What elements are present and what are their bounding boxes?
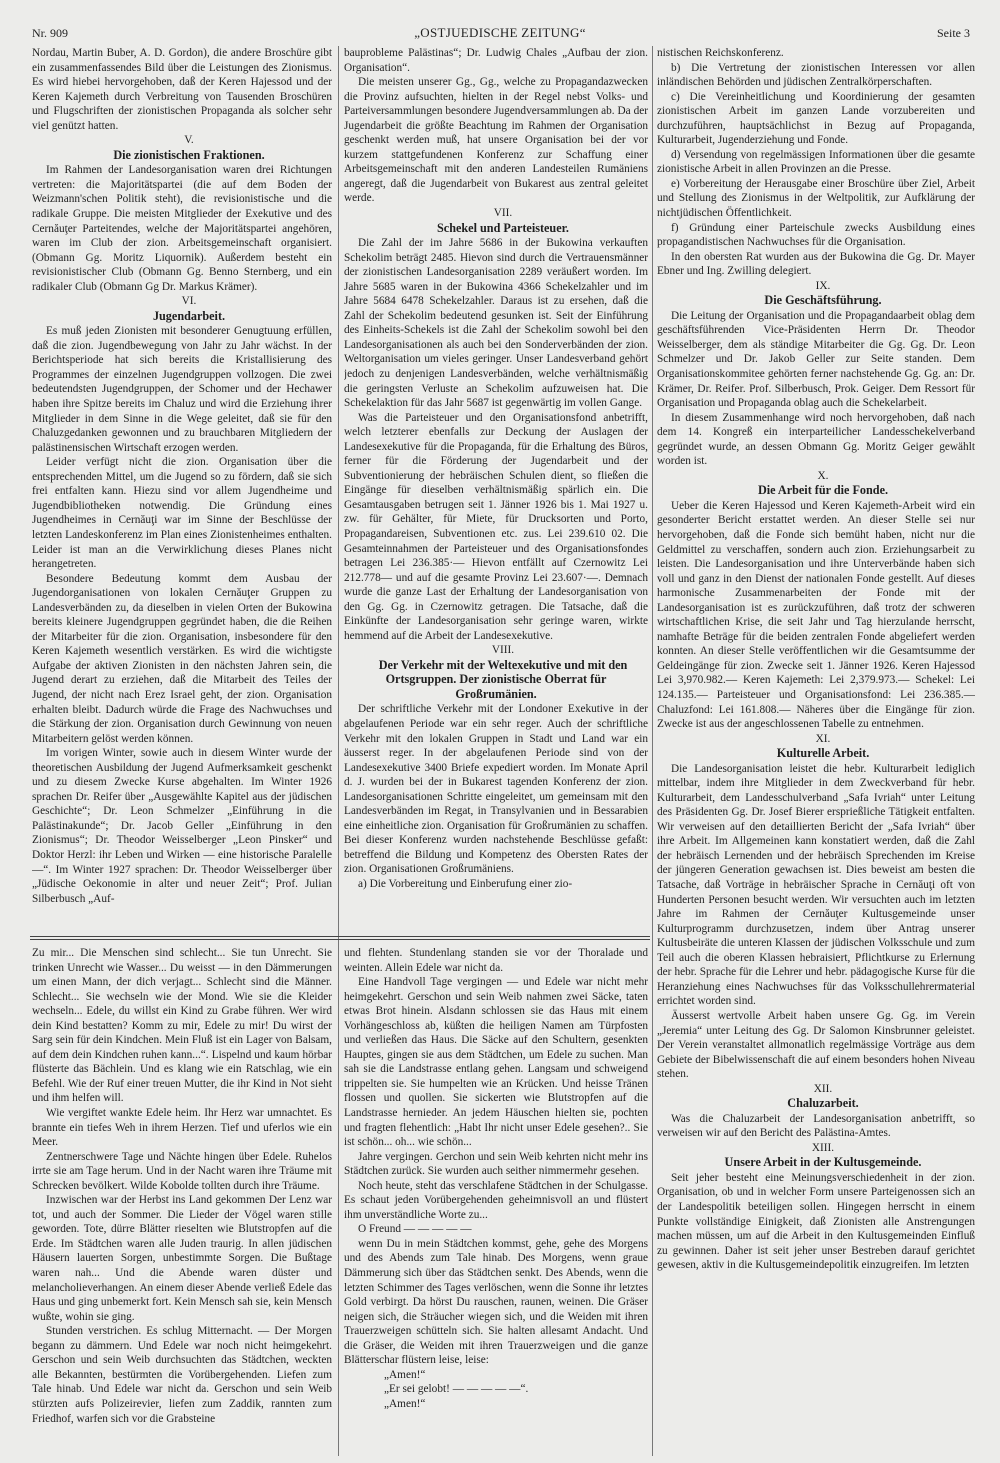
paragraph: Äusserst wertvolle Arbeit haben unsere Gg. Gg. im Verein „Jeremia“ unter Leitung des Gg. Dr Salomon Kinsbrunner geleistet. Der Verein veranstaltet allmonatlich regelmässige Vorträge aus dem Gebiete der Bibelwissenschaft die auf einem besonders hohen Niveau stehen. <box>657 1009 975 1081</box>
paragraph: d) Versendung von regelmässigen Informationen über die gesamte zionistische Arbeit in allen Provinzen an die Presse. <box>657 148 975 176</box>
paragraph: c) Die Vereinheitlichung und Koordinierung der gesamten zionistischen Arbeit im ganzen Lande vorzubereiten und durchzuführen, hauptsächlichst in Bezug auf Propaganda, Kulturarbeit, Jugenderziehung und Fonde. <box>657 90 975 147</box>
section-heading: Chaluzarbeit. <box>787 1096 859 1111</box>
paragraph: Im vorigen Winter, sowie auch in diesem Winter wurde der theoretischen Ausbildung der Jugend Aufmerksamkeit geschenkt und zu diesem Zwecke Kurse abgehalten. Im Winter 1926 sprachen Dr. Reifer über „Ausgewählte Kapitel aus der jüdischen Geschichte“; Dr. Leon Schmelzer „Einführung in die Palästinakunde“; Dr. Jacob Geller „Einführung in den Zionismus“; Dr. Theodor Weisselberger „Leon Pinsker“ und Doktor Herzl: ihr Leben und Wirken — eine historische Paralelle —“. Im Winter 1927 sprachen: Dr. Theodor Weisselberger über „Jüdische Oekonomie in alter und neuer Zeit“; Prof. Julian Silberbusch „Auf- <box>32 747 332 905</box>
section-number: XII. <box>813 1082 833 1095</box>
issue-number: Nr. 909 <box>32 26 68 40</box>
section-heading: Der Verkehr mit der Weltexekutive und mit den Ortsgruppen. Der zionistische Oberrat für Großrumänien. <box>378 657 628 701</box>
paragraph: bauprobleme Palästinas“; Dr. Ludwig Chales „Aufbau der zion. Organisation“. <box>344 47 648 74</box>
column-rule <box>338 46 339 1456</box>
section-heading: Die Arbeit für die Fonde. <box>757 483 889 498</box>
section-heading: Die zionistischen Fraktionen. <box>113 147 265 162</box>
paragraph: „Amen!“ <box>384 1397 426 1410</box>
paragraph: Besondere Bedeutung kommt dem Ausbau der Jugendorganisationen von lokalen Cernăuţer Gruppen zu Landesverbänden zu, da dieselben in vielen Orten der Bukowina bereits kleinere Jugendgruppen gegründet haben, die die Reihen der Mitarbeiter für die zion. Organisation, insbesondere für den Keren Kajemeth wesentlich verstärken. Es wird die wichtigste Aufgabe der aktiven Zionisten in den nächsten Jahren sein, die Jugend derart zu erziehen, daß die Mitarbeit des Teiles der Jugend, der nicht nach Erez Israel geht, der zion. Organisation erhalten bleibt. Dadurch würde die Frage des Nachwuchses und die Stärkung der zion. Organisation durch Gewinnung von neuen Mitarbeitern gelöst werden können. <box>32 572 332 745</box>
paragraph: O Freund — — — — — <box>358 1223 472 1236</box>
paragraph: „Amen!“ <box>384 1368 426 1381</box>
paragraph: Nordau, Martin Buber, A. D. Gordon), die andere Broschüre gibt ein zusammenfassendes Bild über die Leistungen des Zionismus. Es wird hiebei hervorgehoben, daß der Keren Hajessod und der Keren Kajemeth durch Verbreitung von Tausenden Broschüren und Flugschriften der zionistischen Propaganda als solcher sehr viel genützt hatten. <box>32 47 332 132</box>
section-number: V. <box>184 134 194 147</box>
paragraph: f) Gründung einer Parteischule zwecks Ausbildung eines propagandistischen Nachwuchses für die Organisation. <box>657 221 975 249</box>
section-number: VII. <box>493 207 513 220</box>
section-number: XI. <box>815 732 831 745</box>
section-heading: Schekel und Parteisteuer. <box>437 220 569 235</box>
paragraph: Ueber die Keren Hajessod und Keren Kajemeth-Arbeit wird ein gesonderter Bericht erstattet werden. An dieser Stelle sei nur hervorgehoben, daß die Fonde sich bemüht haben, nicht nur die Geldmittel zu verschaffen, sondern auch zion. Erziehungsarbeit zu leisten. Die Landesorganisation und ihre Unterverbände haben sich voll und ganz in den Dienst der nationalen Fonde gestellt. Auf dieses harmonische Zusammenarbeiten der Fonde mit der Landesorganisation ist es zurückzuführen, daß trotz der schweren wirtschaftlichen Krise, die seit Jahr und Tag hierzulande herrscht, namhafte Beträge für die beiden zentralen Fonde abgeliefert werden konnten. An dieser Stelle veröffentlichen wir die Gesamtsumme der Geldeingänge für zion. Zwecke seit 1. Jänner 1926. Keren Hajessod Lei 3,970.982.— Keren Kajemeth: Lei 2,379.973.— Schekel: Lei 124.135.— Parteisteuer und Organisationsfond: Lei 236.385.— Chaluzfond: Lei 161.808.— Näheres über die Eingänge für zion. Zwecke ist aus der angeschlossenen Tabelle zu entnehmen. <box>657 499 975 731</box>
top-column-2 <box>344 46 648 934</box>
page-number: Seite 3 <box>937 26 970 40</box>
paragraph: Die Leitung der Organisation und die Propagandaarbeit oblag dem geschäftsführenden Vice-Präsidenten Herrn Dr. Theodor Weisselberger, dem als ständige Mitarbeiter die Gg. Gg. Dr. Leon Schmelzer und Dr. Jakob Geller zur Seite standen. Dem Organisationskommitee gehörten ferner nachstehende Gg. Gg. an: Dr. Krämer, Dr. Reifer. Prof. Silberbusch, Prok. Geiger. Dem Ressort für Organisation und Propaganda oblag auch die Schekelarbeit. <box>657 309 975 410</box>
column-rule <box>652 46 653 1456</box>
paragraph: Seit jeher besteht eine Meinungsverschiedenheit in der zion. Organisation, ob und in welcher Form unsere Parteigenossen sich an der Landespolitik beteiligen sollen. Hingegen herrscht in einem Punkte vollständige Einigkeit, daß Zionisten alle Anstrengungen machen müssen, um auf die Arbeit in den Kultusgemeinden Einfluß zu gewinnen. Daher ist seit jeher unser Bestreben darauf gerichtet gewesen, aktiv in die Kultusgemeindepolitik einzugreifen. Im letzten <box>657 1171 975 1272</box>
paragraph: Noch heute, steht das verschlafene Städtchen in der Schulgasse. Es schaut jeden Vorübergehenden geheimnisvoll an und flüstert ihm unverständliche Worte zu... <box>344 1179 648 1221</box>
section-divider <box>30 936 650 937</box>
paragraph: Stunden verstrichen. Es schlug Mitternacht. — Der Morgen begann zu dämmern. Und Edele war noch nicht heimgekehrt. Gerschon und sein Weib durchsuchten das Städtchen, weckten alle Bekannten, bestürmten die Vorübergehenden. Liefen zum Tale hinab. Und Edele war nicht da. Gerschon und sein Weib stürzten aufs Polizeirevier, liefen zum Zaddik, rannten zum Friedhof, warfen sich vor die Grabsteine <box>32 1325 332 1425</box>
paragraph: In den obersten Rat wurden aus der Bukowina die Gg. Dr. Mayer Ebner und Ing. Zwilling delegiert. <box>657 250 975 278</box>
section-heading: Unsere Arbeit in der Kultusgemeinde. <box>724 1155 922 1170</box>
paragraph: Die meisten unserer Gg., Gg., welche zu Propagandazwecken die Provinz aufsuchten, hielten in der Regel nebst Volks- und Parteiversammlungen besondere Jugendversammlungen ab. Da der Jugendarbeit die größte Beachtung im Rahmen der Organisation geschenkt werden muß, hat unsere Organisation bei der vor kurzem stattgefundenen Konferenz zur Schaffung einer Arbeitsgemeinschaft mit den anderen Landesteilen Rumäniens angeregt, daß die Jugendarbeit von Bukarest aus zentral geleitet werde. <box>344 76 648 205</box>
paragraph: Was die Parteisteuer und den Organisationsfond anbetrifft, welch letzterer ebenfalls zur Deckung der Auslagen der Landesexekutive für die Propaganda, für die Erhaltung des Büros, ferner für die Förderung der Jugendarbeit und der Subventionierung der hebräischen Schulen dient, so fließen die Eingänge für dieselben verhältnismäßig spärlich ein. Die Gesamtausgaben betrugen seit 1. Jänner 1926 bis 1. Mai 1927 u. zw. für Gehälter, für Miete, für Drucksorten und Porto, Propagandareisen, Subventionen etc. zus. Lei 239.610 02. Die Gesamteinnahmen der Parteisteuer und des Organisationsfondes betragen Lei 236.385·— Hievon entfällt auf Czernowitz Lei 212.778— und auf die gesamte Provinz Lei 23.607·—. Demnach wurde die ganze Last der Erhaltung der Landesorganisation von den Gg. Gg. in Czernowitz getragen. Die Tatsache, daß die Einkünfte der Landesorganisation sehr geringe waren, wirkte hemmend auf die Arbeit der Landesexekutive. <box>344 411 648 642</box>
paragraph: Zu mir... Die Menschen sind schlecht... Sie tun Unrecht. Sie trinken Unrecht wie Wasser... Du weisst — in den Dämmerungen um einen Mann, der dich verjagt... Schlecht sind die Männer. Schlecht... Sie wechseln wie der Mond. Wie sie die Kleider wechseln... Edele, du willst ein Kind zu Grabe führen. Wer wird dein Kind bestatten? Komm zu mir, Edele zu mir! Du wirst der Sarg sein für dein Kindchen. Mein Fluß ist ein Lager von Balsam, auf dem dein Kindchen ruhen kann...“. Lispelnd und kaum hörbar flüsterte das Bächlein. Und es klang wie ein Ratschlag, wie ein Befehl. Wie der Ruf einer treuen Mutter, die ihr Kind in Not sieht und ihm helfen will. <box>32 947 332 1105</box>
section-number: VI. <box>181 295 197 308</box>
paragraph: Inzwischen war der Herbst ins Land gekommen Der Lenz war tot, und auch der Sommer. Die Lieder der Vögel waren stille geworden. Tote, dürre Blätter rieselten wie Blutstropfen auf die Erde. Im Städtchen waren alle Juden traurig. In allen jüdischen Häusern lauerten Sorgen, unbestimmte Sorgen. Die Bußtage waren nah... Und die Abende waren düster und melancholieverhangen. An einem dieser Abende verließ Edele das Haus und ging unbemerkt fort. Kein Mensch sah sie, kein Mensch wußte, wohin sie ging. <box>32 1194 332 1323</box>
paragraph: In diesem Zusammenhange wird noch hervorgehoben, daß nach dem 14. Kongreß ein interparteilicher Landesschekelverband gegründet wurde, an dessen Obmann Gg. Moritz Geiger gewählt worden ist. <box>657 411 975 468</box>
paragraph: Was die Chaluzarbeit der Landesorganisation anbetrifft, so verweisen wir auf den Bericht des Palästina-Amtes. <box>657 1112 975 1140</box>
section-heading: Jugendarbeit. <box>152 308 226 323</box>
paragraph: und flehten. Stundenlang standen sie vor der Thoralade und weinten. Allein Edele war nicht da. <box>344 947 648 974</box>
paragraph: Eine Handvoll Tage vergingen — und Edele war nicht mehr heimgekehrt. Gerschon und sein Weib nahmen zwei Säcke, taten etwas Brot hinein. Alsdann schlossen sie das Haus mit einem Vorhängeschloss ab, küßten die heiligen Namen am Türpfosten und verließen das Haus. Die Säcke auf den Schultern, gesenkten Hauptes, gingen sie aus dem Städtchen, um Edele zu suchen. Man sah sie die Landstrasse entlang gehen. Langsam und schweigend trippelten sie. Sie humpelten wie an Krücken. Und heisse Tränen flossen und quollen. Sie sickerten wie Blutstropfen auf die Landstrasse hernieder. An jedem Häuschen hielten sie, pochten und fragten flehentlich: „Habt Ihr nicht unser Edele gesehen?.. Sie ist schön... oh... wie schön... <box>344 976 648 1149</box>
paragraph: b) Die Vertretung der zionistischen Interessen vor allen inländischen Behörden und jüdischen Zentralkörperschaften. <box>657 61 975 89</box>
paragraph: Es muß jeden Zionisten mit besonderer Genugtuung erfüllen, daß die zion. Jugendbewegung von Jahr zu Jahr wächst. In der Berichtsperiode hat sich bereits die Kristallisierung des Programmes der einzelnen Jugendgruppen vollzogen. Die zwei bedeutendsten Jugendgruppen, der Schomer und der Hechawer haben ihre Spitze bereits im Chaluz und wird die Erziehung ihrer Mitglieder in dem Sinne in die Wege geleitet, daß sie für den Chaluzgedanken gewonnen und zu brauchbaren Mitgliedern der palästinensischen Wirtschaft erzogen werden. <box>32 325 332 454</box>
paragraph: Jahre vergingen. Gerchon und sein Weib kehrten nicht mehr ins Städtchen zurück. Sie wurden auch seither nimmermehr gesehen. <box>344 1150 648 1178</box>
paragraph: „Er sei gelobt! — — — — —“. <box>384 1383 529 1396</box>
section-number: VIII. <box>491 644 515 657</box>
section-number: X. <box>817 469 829 482</box>
section-heading: Kulturelle Arbeit. <box>776 746 870 761</box>
paragraph: Der schriftliche Verkehr mit der Londoner Exekutive in der abgelaufenen Periode war ein sehr reger. Auch der schriftliche Verkehr mit den lokalen Gruppen in Stadt und Land war ein äusserst reger. In der abgelaufenen Periode sind von der Landesexekutive 3400 Briefe expediert worden. Im Monate April d. J. wurden bei der in Bukarest tagenden Konferenz der zion. Landesorganisationen Schritte eingeleitet, um gemeinsam mit den Landesverbänden im Regat, in Transylvanien und in Bessarabien eine einheitliche zion. Organisation für Großrumänien zu schaffen. Bei dieser Konferenz wurden nachstehende Beschlüsse gefaßt: betreffend die Bildung und Kompetenz des Obersten Rates der zion. Organisationen Großrumäniens. <box>344 703 648 876</box>
newspaper-title: „OSTJUEDISCHE ZEITUNG“ <box>414 25 586 40</box>
top-column-1 <box>32 46 332 934</box>
paragraph: e) Vorbereitung der Herausgabe einer Broschüre über Ziel, Arbeit und Stellung des Zionismus in der Weltpolitik, zur Aufklärung der nichtjüdischen Öffentlichkeit. <box>657 177 975 220</box>
top-column-3 <box>657 46 975 1456</box>
paragraph: nistischen Reichskonferenz. <box>657 47 784 59</box>
paragraph: Im Rahmen der Landesorganisation waren drei Richtungen vertreten: die Majoritätspartei (die auf dem Boden der Weizmann'schen Politik steht), die revisionistische und die radikale Gruppe. Die meisten Mitglieder der Exekutive und des Cernăuţer Parteitendes, welche der Majoritätspartei angehören, waren im Club der zion. Arbeitsgemeinschaft organisiert. (Obmann Gg. Moritz Liquornik). Außerdem besteht ein revisionistischer Club (Obmann Gg. Benno Sternberg, und ein radikaler Club (Obmann Gg Dr. Markus Krämer). <box>32 164 332 293</box>
section-divider <box>30 939 650 940</box>
paragraph: Die Landesorganisation leistet die hebr. Kulturarbeit lediglich mittelbar, indem ihre Mitglieder in dem Zweckverband für hebr. Kulturarbeit, dem Landesschulverband „Safa Ivriah“ unter Leitung des Präsidenten Gg. Dr. Josef Bierer ersprießliche Tätigkeit entfalten. Wir verweisen auf den detaillierten Bericht der „Safa Ivriah“ über ihre Arbeit. Im Allgemeinen kann konstatiert werden, daß die Zahl der hebräisch Lernenden und der hebräisch Sprechenden im Kreise der jüngeren Generation gewachsen ist. Dies beweist am besten die Tatsache, daß Vorträge in hebräischer Sprache in Cernăuţi oft von Hunderten Personen besucht werden. Wir versuchten auch im letzten Jahre im Rahmen der Cernăuţer Kultusgemeinde unser Kulturprogramm durchzusetzen, indem über Antrag unserer Kultusbeiräte die unteren Klassen der jüdischen Volksschule und zum Teil auch die oberen Klassen hebraisiert, Pflichtkurse zu Erlernung der hebr. Sprache für die Lehrer und hebr. pädagogische Kurse für die Heranziehung eines Nachwuchses für das Volksschullehrermaterial errichtet worden sind. <box>657 762 975 1008</box>
feuilleton-column-1 <box>32 946 332 1456</box>
section-heading: Die Geschäftsführung. <box>764 293 882 308</box>
paragraph: Wie vergiftet wankte Edele heim. Ihr Herz war umnachtet. Es brannte ein tiefes Weh in ihrem Herzen. Tief und uferlos wie ein Meer. <box>32 1107 332 1149</box>
paragraph: Die Zahl der im Jahre 5686 in der Bukowina verkauften Schekolim beträgt 2485. Hievon sind durch die Vertrauensmänner der zionistischen Landesorganisation 2289 veräußert worden. Im Jahre 5685 waren in der Bukowina 4366 Schekelzahler und im Jahre 5684 6478 Schekelzahler. Daraus ist zu ersehen, daß die Zahl der Schekolim bedeutend gesunken ist. Seit der Einführung des Einheits-Schekels ist die Zahl der Schekolim sowohl bei den Landesorganisationen als auch bei den Sonderverbänden der zion. Weltorganisation um vieles geringer. Unser Landesverband gehört jedoch zu denjenigen Landesverbänden, welche verhältnismäßig die geringsten Verluste an Schekolim aufzuweisen hat. Die Schekelaktion für das Jahr 5687 ist gegenwärtig im vollen Gange. <box>344 237 648 410</box>
paragraph: Leider verfügt nicht die zion. Organisation über die entsprechenden Mittel, um die Jugend so zu fördern, daß sie sich frei entfalten kann. Hiezu sind vor allem Jugendheime und Jugendbibliotheken notwendig. Die Gründung eines Jugendheimes in Cernăuţi war im Sinne der Beschlüsse der letzten Landeskonferenz im Plan eines Zionistenheimes enthalten. Leider ist man an die Verwirklichung dieses Planes nicht herangetreten. <box>32 456 332 571</box>
paragraph: a) Die Vorbereitung und Einberufung einer zio- <box>358 877 573 890</box>
section-number: XIII. <box>811 1141 835 1154</box>
paragraph: wenn Du in mein Städtchen kommst, gehe, gehe des Morgens und des Abends zum Tale hinab. Des Morgens, wenn graue Dämmerung sich über das Städtchen senkt. Des Abends, wenn die letzten Schimmer des Tages verlöschen, wenn die Sonne ihr letztes Gold verbirgt. Da hörst Du rauschen, raunen, weinen. Die Gräser neigen sich, die Sträucher wiegen sich, und die Weiden mit ihren Trauerzweigen schütteln sich. Sie halten allesamt Andacht. Und die Gräser, die Weiden mit ihren Trauerzweigen und die ganze Blätterschar flüstern leise, leise: <box>344 1237 648 1367</box>
feuilleton-column-2 <box>344 946 648 1456</box>
section-number: IX. <box>815 279 831 292</box>
paragraph: Zentnerschwere Tage und Nächte hingen über Edele. Ruhelos irrte sie am Tage herum. Und in der Nacht waren ihre Träume mit Schrecken bevölkert. Wilde Kobolde tollten durch ihre Träume. <box>32 1150 332 1192</box>
